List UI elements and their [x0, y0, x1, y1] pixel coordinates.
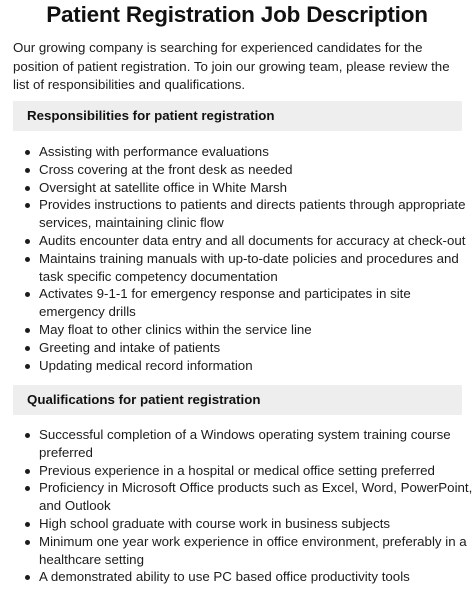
list-item: Previous experience in a hospital or medical office setting preferred — [39, 462, 474, 480]
list-item: High school graduate with course work in business subjects — [39, 515, 474, 533]
responsibilities-list — [24, 143, 474, 374]
list-item: May float to other clinics within the service line — [39, 321, 474, 339]
list-item: Audits encounter data entry and all documents for accuracy at check-out — [39, 232, 474, 250]
list-item: A demonstrated ability to use PC based office productivity tools — [39, 568, 474, 586]
page-title: Patient Registration Job Description — [46, 2, 428, 27]
qualifications-section-header — [13, 385, 462, 415]
list-item: Minimum one year work experience in office environment, preferably in a healthcare setting — [39, 533, 474, 569]
qualifications-heading: Qualifications for patient registration — [27, 392, 261, 407]
list-item: Successful completion of a Windows operating system training course preferred — [39, 426, 474, 462]
list-item: Cross covering at the front desk as needed — [39, 161, 474, 179]
list-item: Assisting with performance evaluations — [39, 143, 474, 161]
responsibilities-heading: Responsibilities for patient registration — [27, 108, 275, 123]
list-item: Proficiency in Microsoft Office products such as Excel, Word, PowerPoint, and Outlook — [39, 479, 474, 515]
list-item: Greeting and intake of patients — [39, 339, 474, 357]
list-item: Activates 9-1-1 for emergency response and participates in site emergency drills — [39, 285, 474, 321]
list-item: Updating medical record information — [39, 357, 474, 375]
qualifications-list — [24, 426, 474, 586]
responsibilities-section-header — [13, 101, 462, 131]
list-item: Oversight at satellite office in White Marsh — [39, 179, 474, 197]
intro-paragraph: Our growing company is searching for experienced candidates for the position of patient registration. To join our growing team, please review the list of responsibilities and qualifications. — [13, 40, 450, 92]
list-item: Provides instructions to patients and directs patients through appropriate services, maintaining clinic flow — [39, 196, 474, 232]
list-item: Maintains training manuals with up-to-date policies and procedures and task specific competency documentation — [39, 250, 474, 286]
